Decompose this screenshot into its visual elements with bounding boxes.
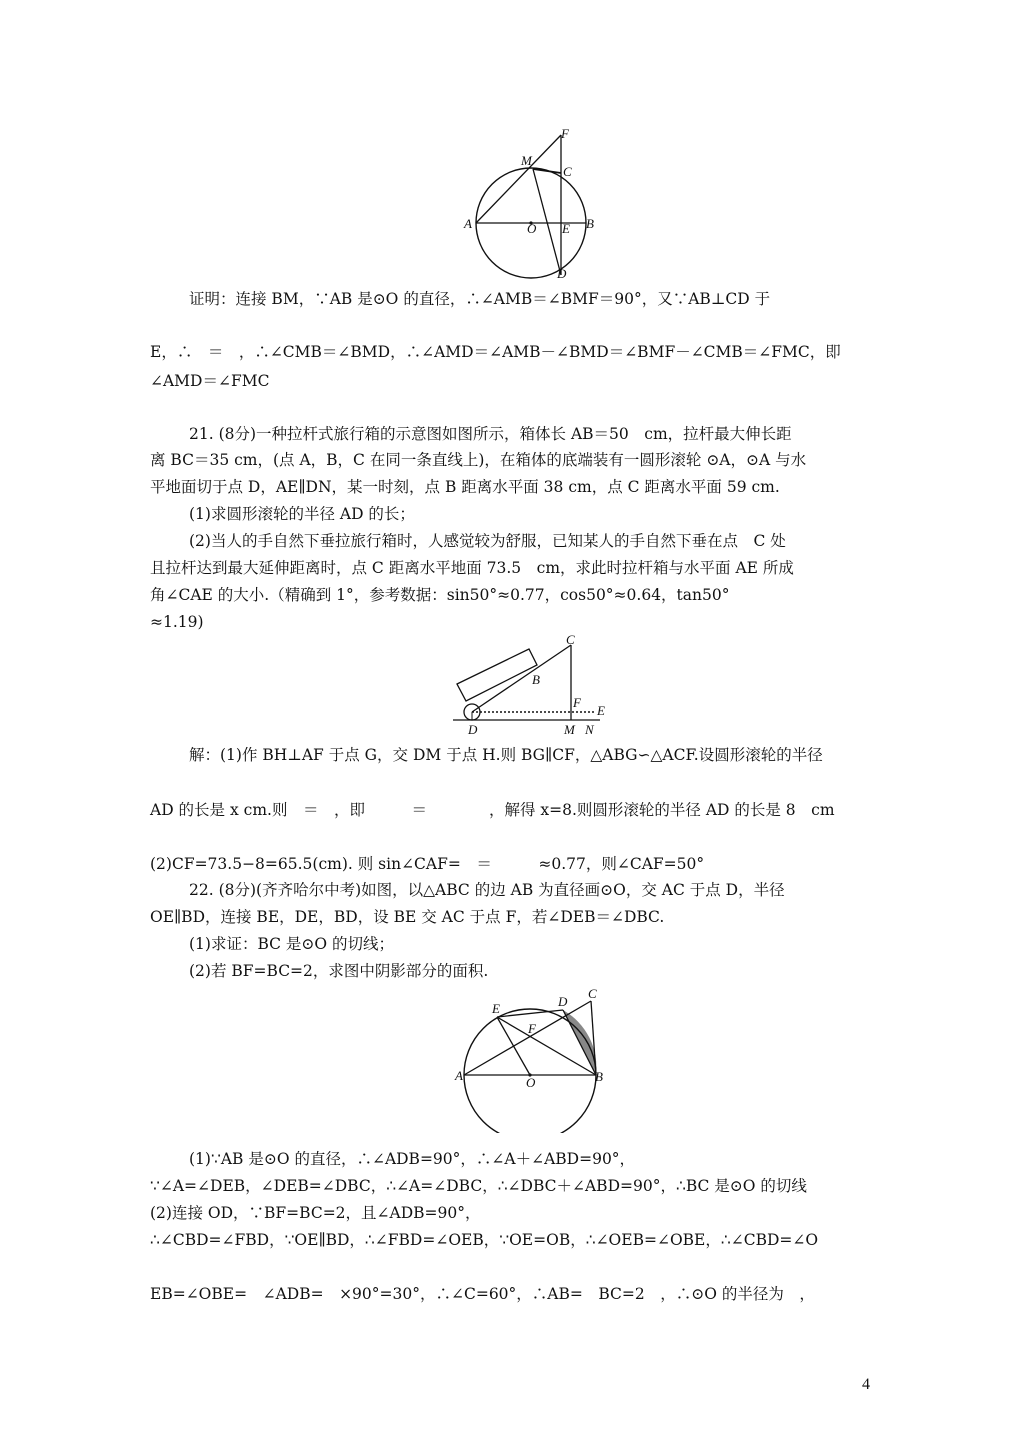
q22-part2: (2)若 BF=BC=2，求图中阴影部分的面积.	[189, 962, 489, 980]
figure-circle-chords	[455, 125, 615, 285]
sol22-line1: (1)∵AB 是⊙O 的直径，∴∠ADB=90°，∴∠A＋∠ABD=90°，	[189, 1150, 636, 1168]
sol22-line4: ∴∠CBD=∠FBD，∵OE∥BD，∴∠FBD=∠OEB，∵OE=OB，∴∠OEB=∠OBE，∴∠CBD=∠O	[150, 1231, 819, 1249]
label-F: F	[573, 695, 581, 710]
label-D: D	[468, 722, 478, 737]
sol21-line2: AD 的长是 x cm.则 ＝ ，即 ＝ ，解得 x=8.则圆形滚轮的半径 AD 的长是 8 cm	[150, 801, 835, 819]
q21-part2-line1: (2)当人的手自然下垂拉旅行箱时，人感觉较为舒服，已知某人的手自然下垂在点 C 处	[189, 532, 786, 550]
figure-luggage	[450, 632, 620, 742]
sol22-line2: ∵∠A=∠DEB，∠DEB=∠DBC，∴∠A=∠DBC，∴∠DBC＋∠ABD=90°，∴BC 是⊙O 的切线	[150, 1177, 807, 1195]
label-E: E	[597, 703, 605, 718]
label-B: B	[532, 672, 540, 687]
label-M: M	[564, 722, 575, 737]
q21-part2-line4: ≈1.19)	[150, 613, 204, 631]
proof20-line2: E，∴ ＝ ，∴∠CMB＝∠BMD，∴∠AMD＝∠AMB－∠BMD＝∠BMF－∠CMB＝∠FMC，即	[150, 343, 841, 361]
label-O: O	[527, 221, 537, 236]
q21-part1: (1)求圆形滚轮的半径 AD 的长；	[189, 505, 415, 523]
proof20-line1: 证明：连接 BM，∵AB 是⊙O 的直径，∴∠AMB＝∠BMF＝90°，又∵AB⊥CD 于	[189, 290, 771, 308]
q22-line1: 22. (8分)(齐齐哈尔中考)如图，以△ABC 的边 AB 为直径画⊙O，交 AC 于点 D，半径	[189, 881, 785, 899]
label-C: C	[566, 632, 575, 647]
q21-line1: 21. (8分)一种拉杆式旅行箱的示意图如图所示，箱体长 AB＝50 cm，拉杆最大伸长距	[189, 425, 792, 443]
sol22-line5: EB=∠OBE= ∠ADB= ×90°=30°，∴∠C=60°，∴AB= BC=2 ，∴⊙O 的半径为 ，	[150, 1285, 815, 1303]
sol21-line1: 解：(1)作 BH⊥AF 于点 G，交 DM 于点 H.则 BG∥CF，△ABG∽△ACF.设圆形滚轮的半径	[189, 746, 823, 764]
label-C: C	[588, 986, 597, 1001]
label-O: O	[526, 1075, 536, 1090]
label-M: M	[521, 153, 532, 168]
label-D: D	[557, 266, 567, 281]
q21-line3: 平地面切于点 D，AE∥DN，某一时刻，点 B 距离水平面 38 cm，点 C 距离水平面 59 cm.	[150, 478, 780, 496]
label-F: F	[528, 1021, 536, 1036]
label-A: A	[455, 1068, 463, 1083]
label-F: F	[561, 126, 569, 141]
label-N: N	[585, 722, 594, 737]
proof20-line3: ∠AMD＝∠FMC	[150, 372, 270, 390]
figure-circle-tangent	[452, 983, 622, 1133]
q22-line2: OE∥BD，连接 BE，DE，BD，设 BE 交 AC 于点 F，若∠DEB＝∠DBC.	[150, 908, 665, 926]
label-A: A	[464, 216, 472, 231]
label-B: B	[595, 1069, 603, 1084]
label-E: E	[492, 1001, 500, 1016]
q21-line2: 离 BC＝35 cm，(点 A，B，C 在同一条直线上)，在箱体的底端装有一圆形滚轮 ⊙A，⊙A 与水	[150, 451, 807, 469]
sol21-line3: (2)CF=73.5−8=65.5(cm). 则 sin∠CAF= ＝ ≈0.77，则∠CAF=50°	[150, 855, 705, 873]
label-D: D	[558, 994, 568, 1009]
q21-part2-line3: 角∠CAE 的大小.（精确到 1°，参考数据：sin50°≈0.77，cos50°≈0.64，tan50°	[150, 586, 730, 604]
q21-part2-line2: 且拉杆达到最大延伸距离时，点 C 距离水平地面 73.5 cm，求此时拉杆箱与水平面 AE 所成	[150, 559, 794, 577]
label-E: E	[562, 221, 570, 236]
sol22-line3: (2)连接 OD，∵BF=BC=2，且∠ADB=90°，	[150, 1204, 481, 1222]
q22-part1: (1)求证：BC 是⊙O 的切线；	[189, 935, 395, 953]
label-B: B	[586, 216, 594, 231]
page-number: 4	[862, 1376, 870, 1393]
label-C: C	[563, 164, 572, 179]
